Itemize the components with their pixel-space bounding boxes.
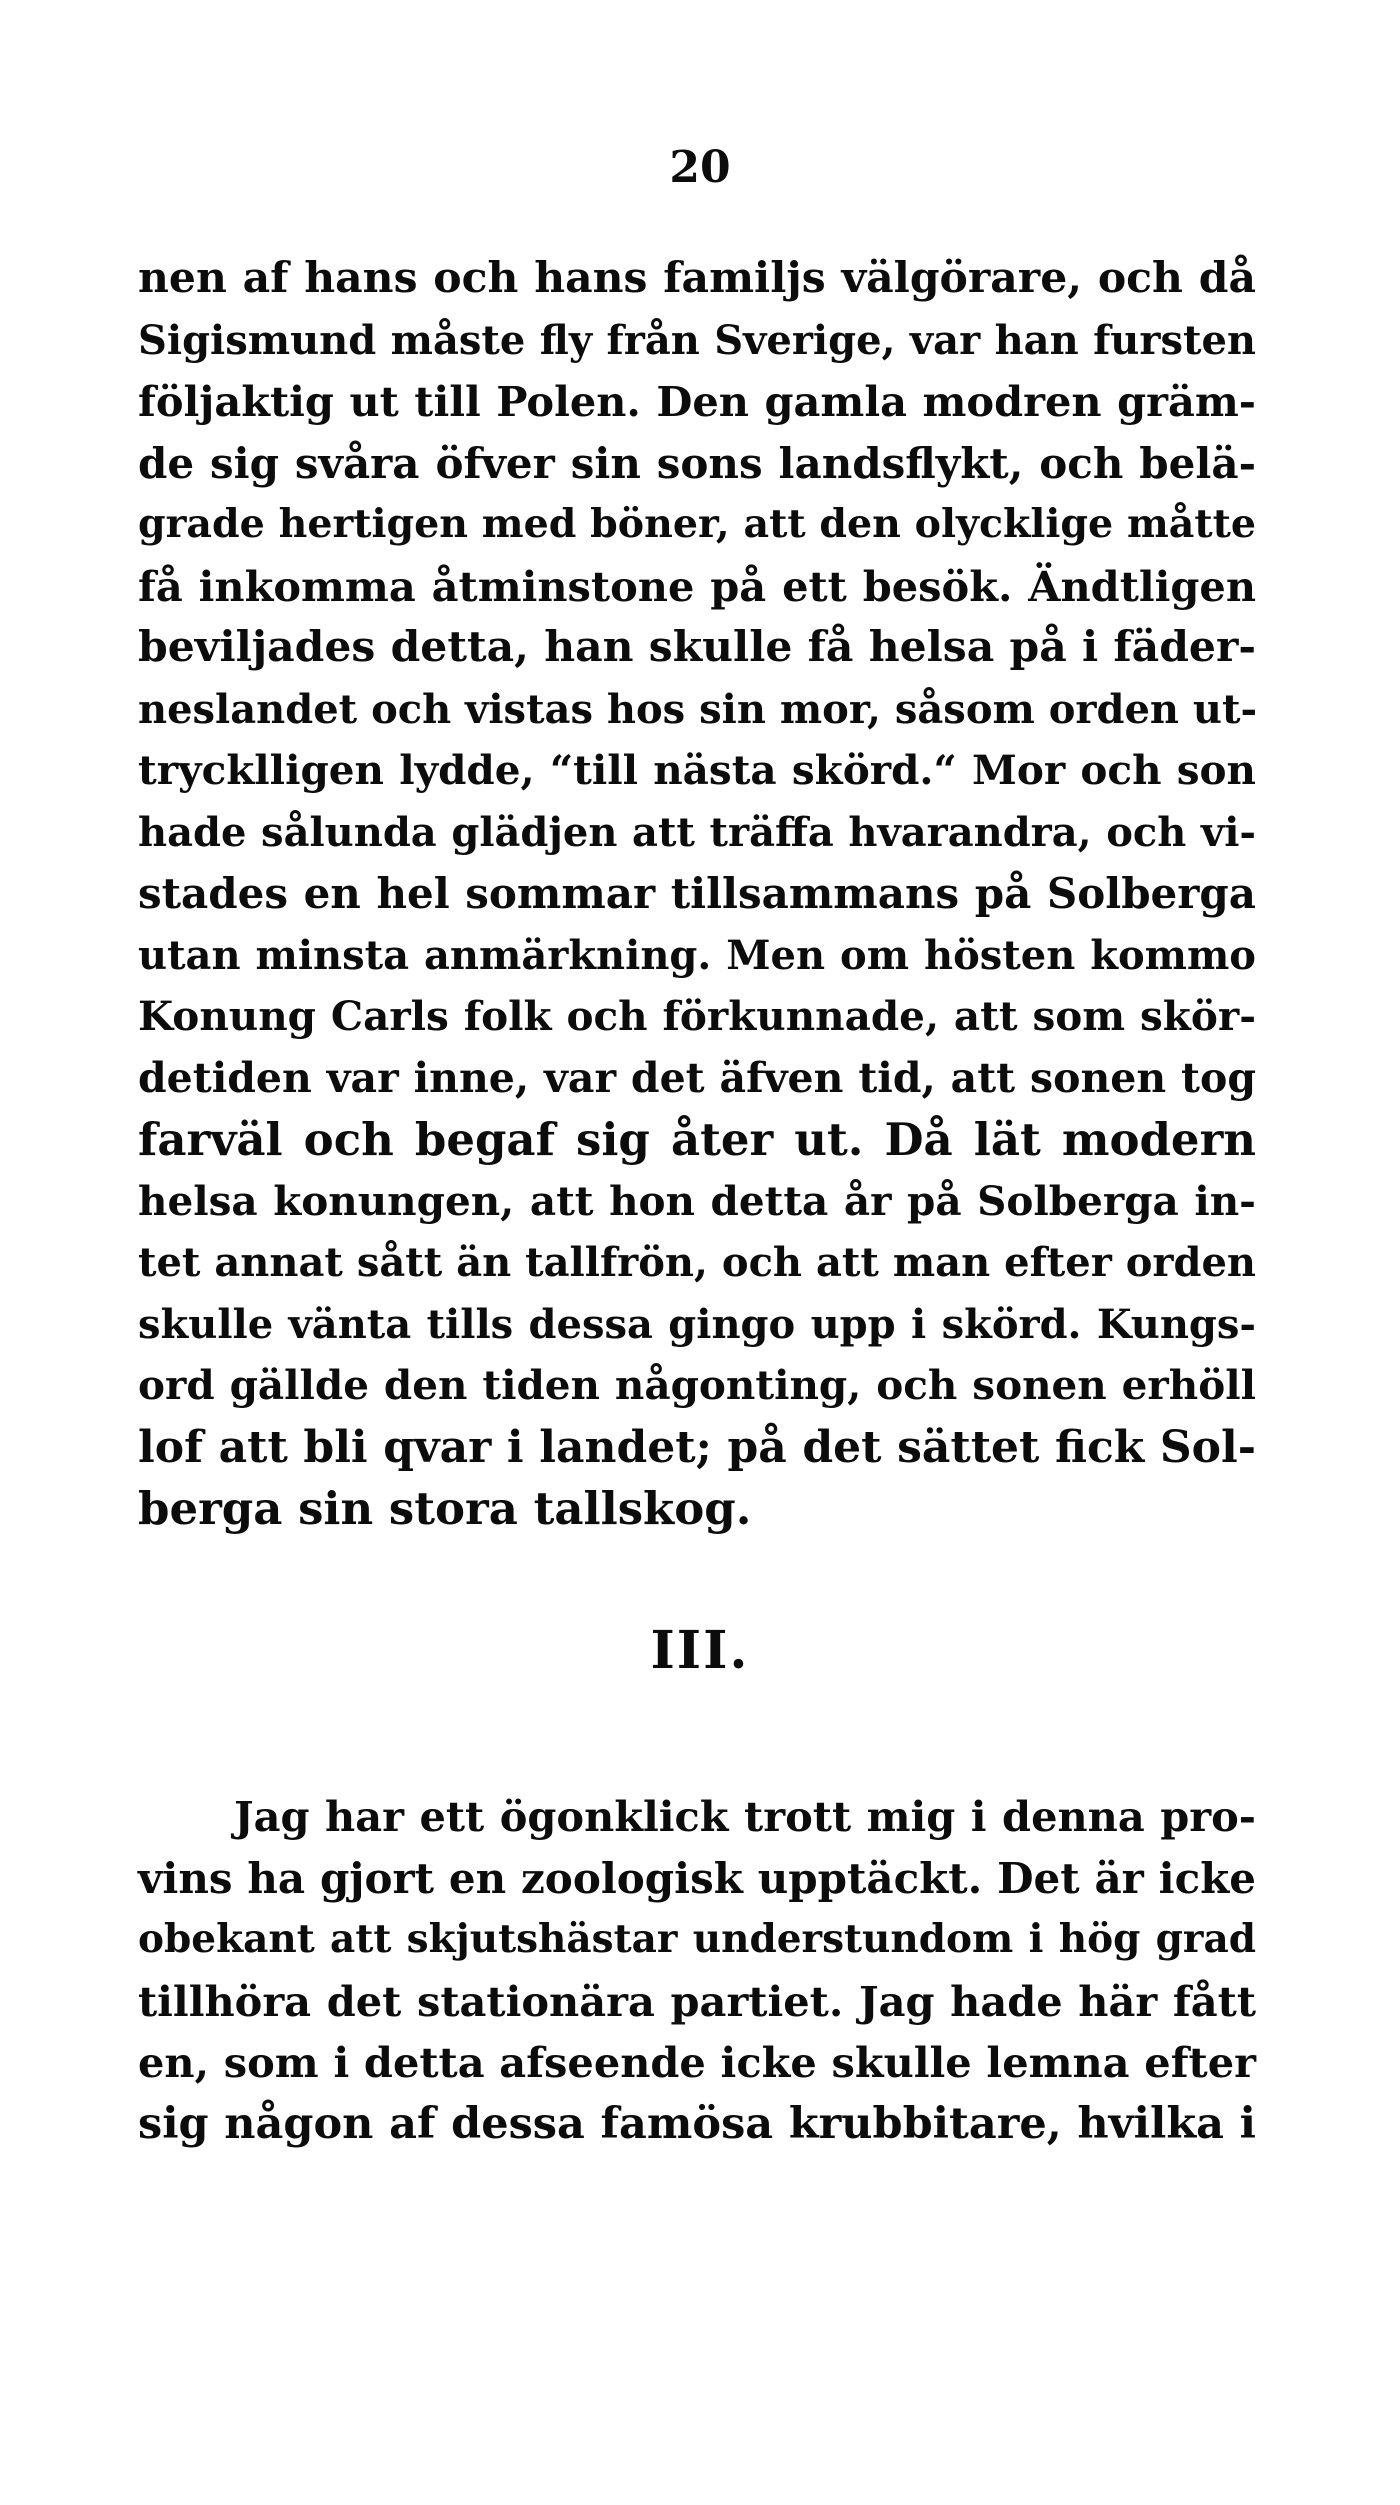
- page-number: 20: [669, 142, 731, 193]
- text-line: Jag har ett ögonklick trott mig i denna pro-: [234, 1792, 1256, 1841]
- text-line: tet annat sått än tallfrön, och att man efter orden: [138, 1239, 1256, 1286]
- text-line: Konung Carls folk och förkunnade, att som skör-: [138, 992, 1256, 1040]
- section-heading: III.: [650, 1620, 750, 1681]
- text-line: ord gällde den tiden någonting, och sonen erhöll: [138, 1361, 1256, 1409]
- text-line: trycklligen lydde, “till nästa skörd.“ Mor och son: [138, 746, 1256, 794]
- text-line: skulle vänta tills dessa gingo upp i skörd. Kungs-: [138, 1300, 1256, 1348]
- text-line: Sigismund måste fly från Sverige, var han fursten: [138, 316, 1256, 364]
- text-line: stades en hel sommar tillsammans på Solberga: [138, 869, 1256, 918]
- text-line: beviljades detta, han skulle få helsa på i fäder-: [138, 622, 1256, 672]
- text-line: få inkomma åtminstone på ett besök. Ändtligen: [138, 561, 1256, 611]
- text-line: en, som i detta afseende icke skulle lemna efter: [138, 2038, 1256, 2087]
- text-line: neslandet och vistas hos sin mor, såsom orden ut-: [138, 685, 1258, 733]
- text-line: vins ha gjort en zoologisk upptäckt. Det är icke: [138, 1853, 1256, 1903]
- text-line: hade sålunda glädjen att träffa hvarandra, och vi-: [138, 808, 1256, 856]
- text-line: nen af hans och hans familjs välgörare, och då: [138, 253, 1256, 303]
- text-line: berga sin stora tallskog.: [138, 1482, 752, 1535]
- text-line: farväl och begaf sig åter ut. Då lät modern: [138, 1113, 1256, 1166]
- text-line: helsa konungen, att hon detta år på Solberga in-: [138, 1176, 1256, 1225]
- text-line: lof att bli qvar i landet; på det sättet fick Sol-: [138, 1421, 1256, 1473]
- text-line: sig någon af dessa famösa krubbitare, hvilka i: [138, 2098, 1256, 2149]
- text-line: de sig svåra öfver sin sons landsflykt, och belä-: [138, 438, 1256, 488]
- paragraph-1: [138, 248, 1256, 1540]
- text-line: följaktig ut till Polen. Den gamla modren gräm-: [138, 377, 1256, 426]
- paragraph-2: [138, 1786, 1256, 2155]
- text-line: grade hertigen med böner, att den olycklige måtte: [138, 501, 1256, 547]
- text-line: detiden var inne, var det äfven tid, att sonen tog: [138, 1053, 1256, 1102]
- text-line: utan minsta anmärkning. Men om hösten kommo: [138, 931, 1256, 979]
- text-line: obekant att skjutshästar understundom i hög grad: [138, 1916, 1256, 1962]
- text-line: tillhöra det stationära partiet. Jag hade här fått: [138, 1976, 1256, 2026]
